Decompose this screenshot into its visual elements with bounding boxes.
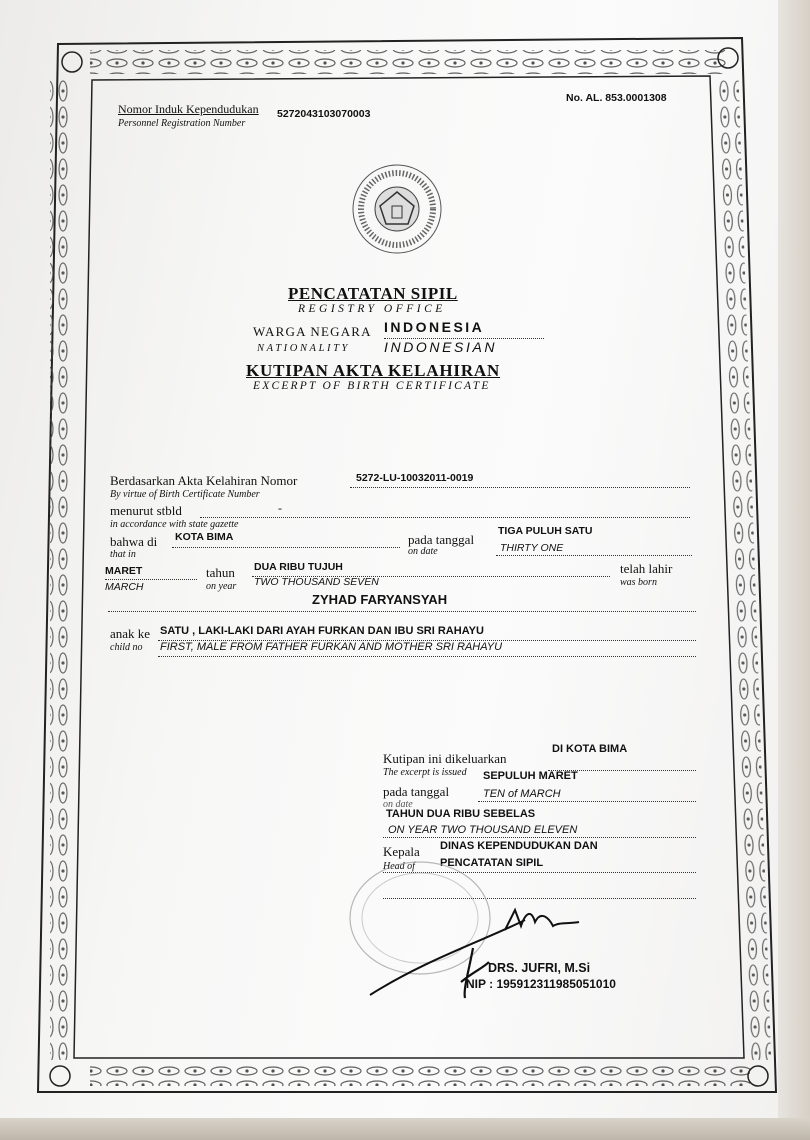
nationality-value: INDONESIA: [384, 319, 485, 335]
document-title: KUTIPAN AKTA KELAHIRAN: [246, 361, 501, 380]
year-value: DUA RIBU TUJUH: [254, 561, 343, 573]
nik-label-en: Personnel Registration Number: [118, 118, 246, 129]
child-number-value: SATU , LAKI-LAKI DARI AYAH FURKAN DAN IBU SRI RAHAYU: [160, 625, 484, 637]
year-value-en: TWO THOUSAND SEVEN: [254, 576, 379, 588]
child-number-label: anak ke: [110, 626, 151, 641]
child-number-value-en: FIRST, MALE FROM FATHER FURKAN AND MOTHER SRI RAHAYU: [160, 641, 503, 653]
issued-day-value-en: TEN of MARCH: [483, 788, 561, 800]
issued-label-en: The excerpt is issued: [383, 767, 467, 778]
office-title-en: REGISTRY OFFICE: [298, 303, 446, 315]
date-label: pada tanggal: [408, 532, 475, 547]
issued-date-label-en: on date: [383, 799, 413, 810]
issued-value: DI KOTA BIMA: [552, 743, 628, 755]
born-label-en: was born: [620, 577, 657, 588]
garuda-emblem-icon: [350, 162, 444, 256]
official-name: DRS. JUFRI, M.Si: [488, 961, 591, 975]
serial-number: No. AL. 853.0001308: [566, 92, 667, 104]
cert-number-value: 5272-LU-10032011-0019: [356, 472, 474, 484]
stbld-label: menurut stbld: [110, 503, 182, 518]
issued-year-value-en: ON YEAR TWO THOUSAND ELEVEN: [388, 824, 578, 836]
official-nip: NIP : 195912311985051010: [466, 977, 616, 991]
issued-label: Kutipan ini dikeluarkan: [383, 751, 507, 766]
year-label-en: on year: [206, 581, 237, 592]
issued-day-value: SEPULUH MARET: [483, 770, 578, 782]
issued-date-label: pada tanggal: [383, 784, 450, 799]
year-label: tahun: [206, 565, 235, 580]
date-value-en: THIRTY ONE: [500, 542, 564, 554]
stbld-label-en: in accordance with state gazette: [110, 519, 239, 530]
nik-value: 5272043103070003: [277, 108, 371, 120]
office-title: PENCATATAN SIPIL: [288, 284, 458, 303]
stbld-value: -: [278, 501, 282, 515]
nationality-label: WARGA NEGARA: [253, 324, 372, 339]
month-value-en: MARCH: [105, 581, 144, 593]
place-label-en: that in: [110, 549, 136, 560]
document-title-en: EXCERPT OF BIRTH CERTIFICATE: [253, 380, 491, 392]
head-label: Kepala: [383, 844, 420, 859]
head-value-line2: PENCATATAN SIPIL: [440, 857, 544, 869]
date-value: TIGA PULUH SATU: [498, 525, 593, 537]
child-number-label-en: child no: [110, 642, 143, 653]
month-value: MARET: [105, 565, 143, 577]
born-label: telah lahir: [620, 561, 673, 576]
cert-number-label-en: By virtue of Birth Certificate Number: [110, 489, 260, 500]
nik-label: Nomor Induk Kependudukan: [118, 102, 259, 116]
date-label-en: on date: [408, 546, 438, 557]
head-value-line1: DINAS KEPENDUDUKAN DAN: [440, 840, 598, 852]
place-label: bahwa di: [110, 534, 158, 549]
child-name: ZYHAD FARYANSYAH: [312, 592, 448, 607]
head-label-en: Head of: [383, 861, 415, 872]
issued-year-value: TAHUN DUA RIBU SEBELAS: [386, 808, 536, 820]
cert-number-label: Berdasarkan Akta Kelahiran Nomor: [110, 473, 298, 488]
nationality-label-en: NATIONALITY: [257, 343, 350, 354]
nationality-value-en: INDONESIAN: [384, 339, 498, 355]
place-value: KOTA BIMA: [175, 531, 234, 543]
